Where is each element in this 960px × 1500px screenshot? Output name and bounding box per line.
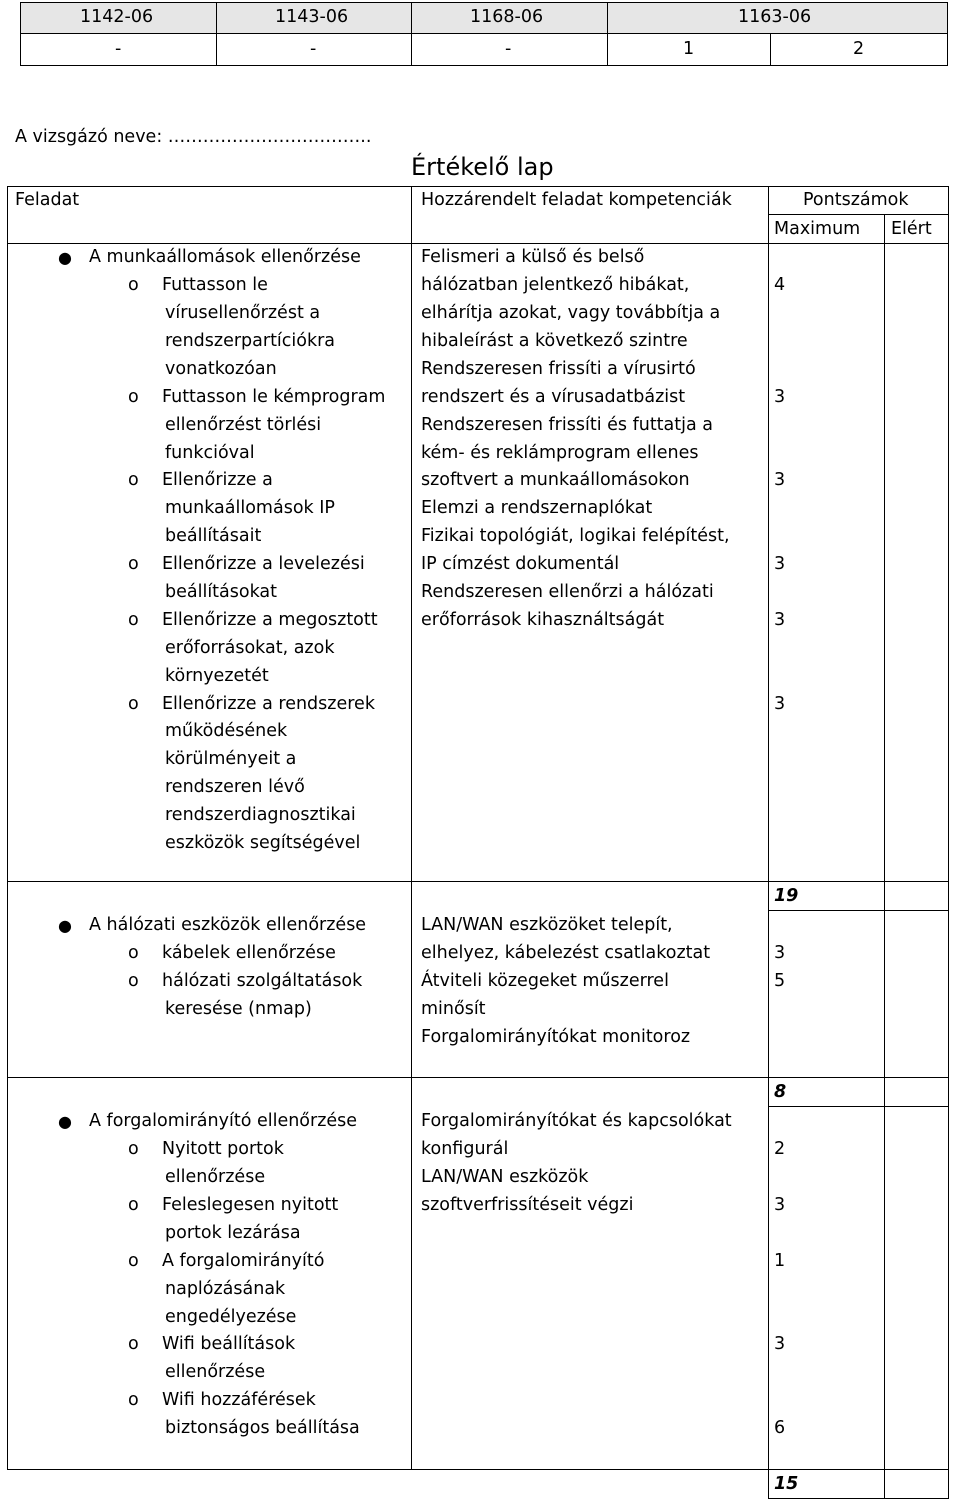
circle-bullet-icon: o [128, 554, 139, 574]
task-item-line: Ellenőrizze a megosztott [162, 610, 378, 630]
table-border [7, 881, 949, 882]
task-item-line: rendszerdiagnosztikai [165, 805, 356, 825]
section-title: A munkaállomások ellenőrzése [89, 247, 361, 267]
competency-line: Rendszeresen frissíti és futtatja a [421, 415, 714, 435]
competency-line: hálózatban jelentkező hibákat, [421, 275, 690, 295]
task-item-line: portok lezárása [165, 1223, 301, 1243]
max-points: 3 [774, 1195, 786, 1215]
module-value: - [310, 39, 317, 59]
max-points: 3 [774, 470, 786, 490]
circle-bullet-icon: o [128, 1139, 139, 1159]
task-item-line: ellenőrzése [165, 1362, 266, 1382]
max-points: 5 [774, 971, 786, 991]
task-item-line: hálózati szolgáltatások [162, 971, 363, 991]
section-title: A forgalomirányító ellenőrzése [89, 1111, 358, 1131]
circle-bullet-icon: o [128, 1334, 139, 1354]
circle-bullet-icon: o [128, 971, 139, 991]
task-item-line: Wifi beállítások [162, 1334, 296, 1354]
module-value: 2 [853, 39, 865, 59]
circle-bullet-icon: o [128, 943, 139, 963]
task-item-line: vírusellenőrzést a [165, 303, 321, 323]
circle-bullet-icon: o [128, 694, 139, 714]
candidate-name-label: A vizsgázó neve: …………………………….. [15, 127, 372, 147]
page-title: Értékelő lap [411, 153, 554, 181]
code-table-border [20, 2, 948, 3]
code-table-border [947, 2, 948, 65]
competency-line: LAN/WAN eszközöket telepít, [421, 915, 673, 935]
competency-line: Rendszeresen ellenőrzi a hálózati [421, 582, 714, 602]
competency-line: LAN/WAN eszközök [421, 1167, 589, 1187]
max-points: 3 [774, 387, 786, 407]
competency-line: elhelyez, kábelezést csatlakoztat [421, 943, 711, 963]
table-border [884, 214, 885, 1499]
competency-line: kém- és reklámprogram ellenes [421, 443, 699, 463]
task-item-line: Feleslegesen nyitott [162, 1195, 339, 1215]
bullet-icon: ● [58, 1112, 72, 1131]
circle-bullet-icon: o [128, 1390, 139, 1410]
task-item-line: ellenőrzést törlési [165, 415, 322, 435]
max-points: 3 [774, 610, 786, 630]
competency-line: Forgalomirányítókat és kapcsolókat [421, 1111, 732, 1131]
task-item-line: eszközök segítségével [165, 833, 361, 853]
task-item-line: Ellenőrizze a [162, 470, 273, 490]
task-item-line: Ellenőrizze a levelezési [162, 554, 365, 574]
competency-line: IP címzést dokumentál [421, 554, 620, 574]
column-header-achieved: Elért [891, 219, 932, 239]
task-item-line: rendszeren lévő [165, 777, 305, 797]
section-total: 19 [774, 886, 799, 906]
table-border [411, 186, 412, 1470]
task-item-line: funkcióval [165, 443, 255, 463]
task-item-line: körülményeit a [165, 749, 297, 769]
max-points: 6 [774, 1418, 786, 1438]
task-item-line: naplózásának [165, 1279, 286, 1299]
circle-bullet-icon: o [128, 1251, 139, 1271]
competency-line: konfigurál [421, 1139, 509, 1159]
competency-line: hibaleírást a következő szintre [421, 331, 688, 351]
module-code: 1168-06 [470, 7, 544, 27]
task-item-line: Futtasson le kémprogram [162, 387, 386, 407]
table-border [7, 186, 949, 187]
max-points: 1 [774, 1251, 786, 1271]
competency-line: Felismeri a külső és belső [421, 247, 645, 267]
max-points: 3 [774, 943, 786, 963]
column-header-maximum: Maximum [774, 219, 861, 239]
task-item-line: beállításait [165, 526, 262, 546]
column-header-competencies: Hozzárendelt feladat kompetenciák [421, 190, 732, 210]
code-table-border [216, 2, 217, 65]
task-item-line: Ellenőrizze a rendszerek [162, 694, 375, 714]
competency-line: erőforrások kihasználtságát [421, 610, 665, 630]
column-header-points: Pontszámok [803, 190, 909, 210]
task-item-line: rendszerpartíciókra [165, 331, 336, 351]
task-item-line: Wifi hozzáférések [162, 1390, 316, 1410]
table-border [7, 1077, 949, 1078]
table-border [7, 186, 8, 1470]
task-item-line: környezetét [165, 666, 269, 686]
task-item-line: vonatkozóan [165, 359, 277, 379]
module-value: - [115, 39, 122, 59]
module-value: 1 [683, 39, 695, 59]
circle-bullet-icon: o [128, 610, 139, 630]
task-item-line: Futtasson le [162, 275, 268, 295]
code-table-border [20, 33, 948, 34]
competency-line: Elemzi a rendszernaplókat [421, 498, 653, 518]
table-border [768, 186, 769, 1499]
column-header-task: Feladat [15, 190, 80, 210]
max-points: 3 [774, 554, 786, 574]
table-border [7, 1469, 949, 1470]
circle-bullet-icon: o [128, 387, 139, 407]
code-table-border [20, 2, 21, 65]
bullet-icon: ● [58, 248, 72, 267]
table-border [768, 1106, 949, 1107]
competency-line: Forgalomirányítókat monitoroz [421, 1027, 691, 1047]
module-code: 1142-06 [80, 7, 154, 27]
task-item-line: Nyitott portok [162, 1139, 284, 1159]
table-border [768, 910, 949, 911]
competency-line: minősít [421, 999, 486, 1019]
section-title: A hálózati eszközök ellenőrzése [89, 915, 367, 935]
code-table-border [20, 65, 948, 66]
task-item-line: beállításokat [165, 582, 278, 602]
code-table-border [411, 2, 412, 65]
task-item-line: ellenőrzése [165, 1167, 266, 1187]
competency-line: Átviteli közegeket műszerrel [421, 971, 669, 991]
circle-bullet-icon: o [128, 275, 139, 295]
task-item-line: biztonságos beállítása [165, 1418, 360, 1438]
module-code: 1143-06 [275, 7, 349, 27]
bullet-icon: ● [58, 916, 72, 935]
module-code: 1163-06 [738, 7, 812, 27]
task-item-line: kábelek ellenőrzése [162, 943, 336, 963]
table-border [768, 1498, 949, 1499]
max-points: 2 [774, 1139, 786, 1159]
max-points: 4 [774, 275, 786, 295]
task-item-line: engedélyezése [165, 1307, 297, 1327]
competency-line: elhárítja azokat, vagy továbbítja a [421, 303, 721, 323]
code-table-border [607, 2, 608, 65]
module-value: - [505, 39, 512, 59]
max-points: 3 [774, 694, 786, 714]
table-border [7, 243, 949, 244]
competency-line: szoftverfrissítéseit végzi [421, 1195, 634, 1215]
competency-line: Rendszeresen frissíti a vírusirtó [421, 359, 696, 379]
competency-line: szoftvert a munkaállomásokon [421, 470, 690, 490]
task-item-line: erőforrásokat, azok [165, 638, 335, 658]
task-item-line: A forgalomirányító [162, 1251, 325, 1271]
table-border [768, 214, 949, 215]
code-table-border [770, 33, 771, 65]
section-total: 8 [774, 1082, 787, 1102]
circle-bullet-icon: o [128, 470, 139, 490]
table-border [948, 186, 949, 1499]
task-item-line: működésének [165, 721, 288, 741]
circle-bullet-icon: o [128, 1195, 139, 1215]
task-item-line: keresése (nmap) [165, 999, 312, 1019]
section-total: 15 [774, 1474, 799, 1494]
task-item-line: munkaállomások IP [165, 498, 335, 518]
max-points: 3 [774, 1334, 786, 1354]
competency-line: Fizikai topológiát, logikai felépítést, [421, 526, 730, 546]
competency-line: rendszert és a vírusadatbázist [421, 387, 686, 407]
